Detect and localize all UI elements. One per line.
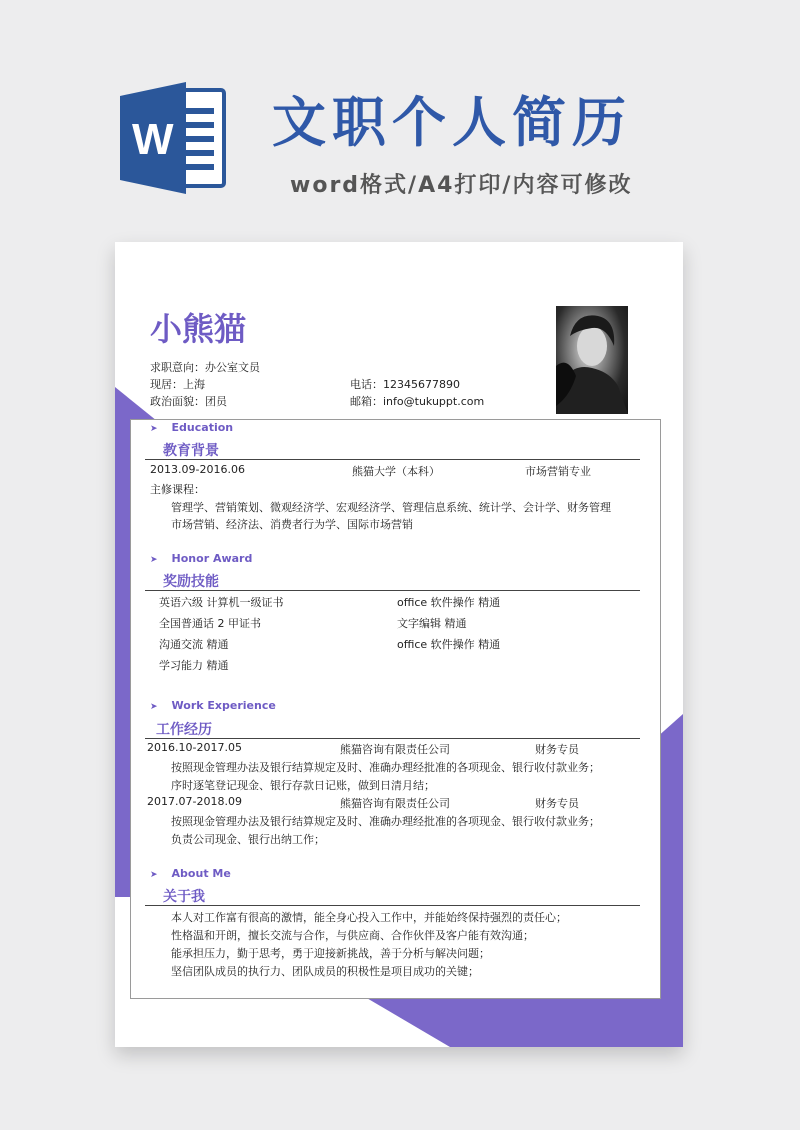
honor-rule [145, 590, 640, 591]
banner-title: 文职个人简历 [272, 91, 632, 154]
education-heading-cn: 教育背景 [163, 443, 219, 459]
banner [0, 0, 800, 230]
skill-item: 全国普通话 2 甲证书 [159, 617, 261, 630]
job-duty: 负责公司现金、银行出纳工作； [171, 833, 325, 846]
skill-item: 文字编辑 精通 [397, 617, 467, 630]
education-rule [145, 459, 640, 460]
job-duty: 按照现金管理办法及银行结算规定及时、准确办理经批准的各项现金、银行收付款业务； [171, 761, 600, 774]
profile-photo [556, 306, 628, 414]
honor-heading-cn: 奖励技能 [163, 574, 219, 590]
work-rule [145, 738, 640, 739]
arrow-icon: ➤ [150, 870, 158, 880]
about-line: 本人对工作富有很高的激情，能全身心投入工作中，并能始终保持强烈的责任心； [171, 911, 567, 924]
banner-subtitle: word格式/A4打印/内容可修改 [290, 173, 633, 198]
skill-item: 英语六级 计算机一级证书 [159, 596, 284, 609]
arrow-icon: ➤ [150, 702, 158, 712]
job-period: 2016.10-2017.05 [147, 741, 242, 754]
job-company: 熊猫咨询有限责任公司 [340, 743, 450, 756]
work-heading-cn: 工作经历 [156, 722, 212, 738]
arrow-icon: ➤ [150, 424, 158, 434]
location: 现居：上海 [150, 378, 205, 391]
education-major: 市场营销专业 [525, 465, 591, 478]
skill-item: office 软件操作 精通 [397, 596, 501, 609]
job-title: 财务专员 [535, 743, 579, 756]
about-heading-cn: 关于我 [163, 889, 205, 905]
resume-page [115, 242, 683, 1047]
about-line: 性格温和开朗，擅长交流与合作，与供应商、合作伙伴及客户能有效沟通； [171, 929, 534, 942]
courses-label: 主修课程： [150, 483, 205, 496]
word-icon [120, 82, 228, 194]
education-school: 熊猫大学（本科） [352, 465, 440, 478]
email: 邮箱：info@tukuppt.com [350, 395, 485, 408]
about-heading-en: ➤ About Me [150, 867, 231, 880]
courses-line: 管理学、营销策划、微观经济学、宏观经济学、管理信息系统、统计学、会计学、财务管理 [171, 501, 611, 514]
job-period: 2017.07-2018.09 [147, 795, 242, 808]
word-logo-letter: W [132, 115, 174, 164]
skill-item: 学习能力 精通 [159, 659, 229, 672]
candidate-name: 小熊猫 [150, 310, 247, 348]
job-company: 熊猫咨询有限责任公司 [340, 797, 450, 810]
job-duty: 按照现金管理办法及银行结算规定及时、准确办理经批准的各项现金、银行收付款业务； [171, 815, 600, 828]
about-line: 坚信团队成员的执行力、团队成员的积极性是项目成功的关键； [171, 965, 479, 978]
skill-item: office 软件操作 精通 [397, 638, 501, 651]
phone: 电话：12345677890 [350, 378, 460, 391]
work-heading-en: ➤ Work Experience [150, 699, 276, 712]
job-title: 财务专员 [535, 797, 579, 810]
about-rule [145, 905, 640, 906]
arrow-icon: ➤ [150, 555, 158, 565]
job-intent: 求职意向：办公室文员 [150, 361, 260, 374]
skill-item: 沟通交流 精通 [159, 638, 229, 651]
political-status: 政治面貌：团员 [150, 395, 227, 408]
courses-line: 市场营销、经济法、消费者行为学、国际市场营销 [171, 518, 413, 531]
about-line: 能承担压力，勤于思考，勇于迎接新挑战，善于分析与解决问题； [171, 947, 490, 960]
honor-heading-en: ➤ Honor Award [150, 552, 253, 565]
job-duty: 序时逐笔登记现金、银行存款日记账，做到日清月结； [171, 779, 435, 792]
education-period: 2013.09-2016.06 [150, 463, 245, 476]
education-heading-en: ➤ Education [150, 421, 234, 434]
